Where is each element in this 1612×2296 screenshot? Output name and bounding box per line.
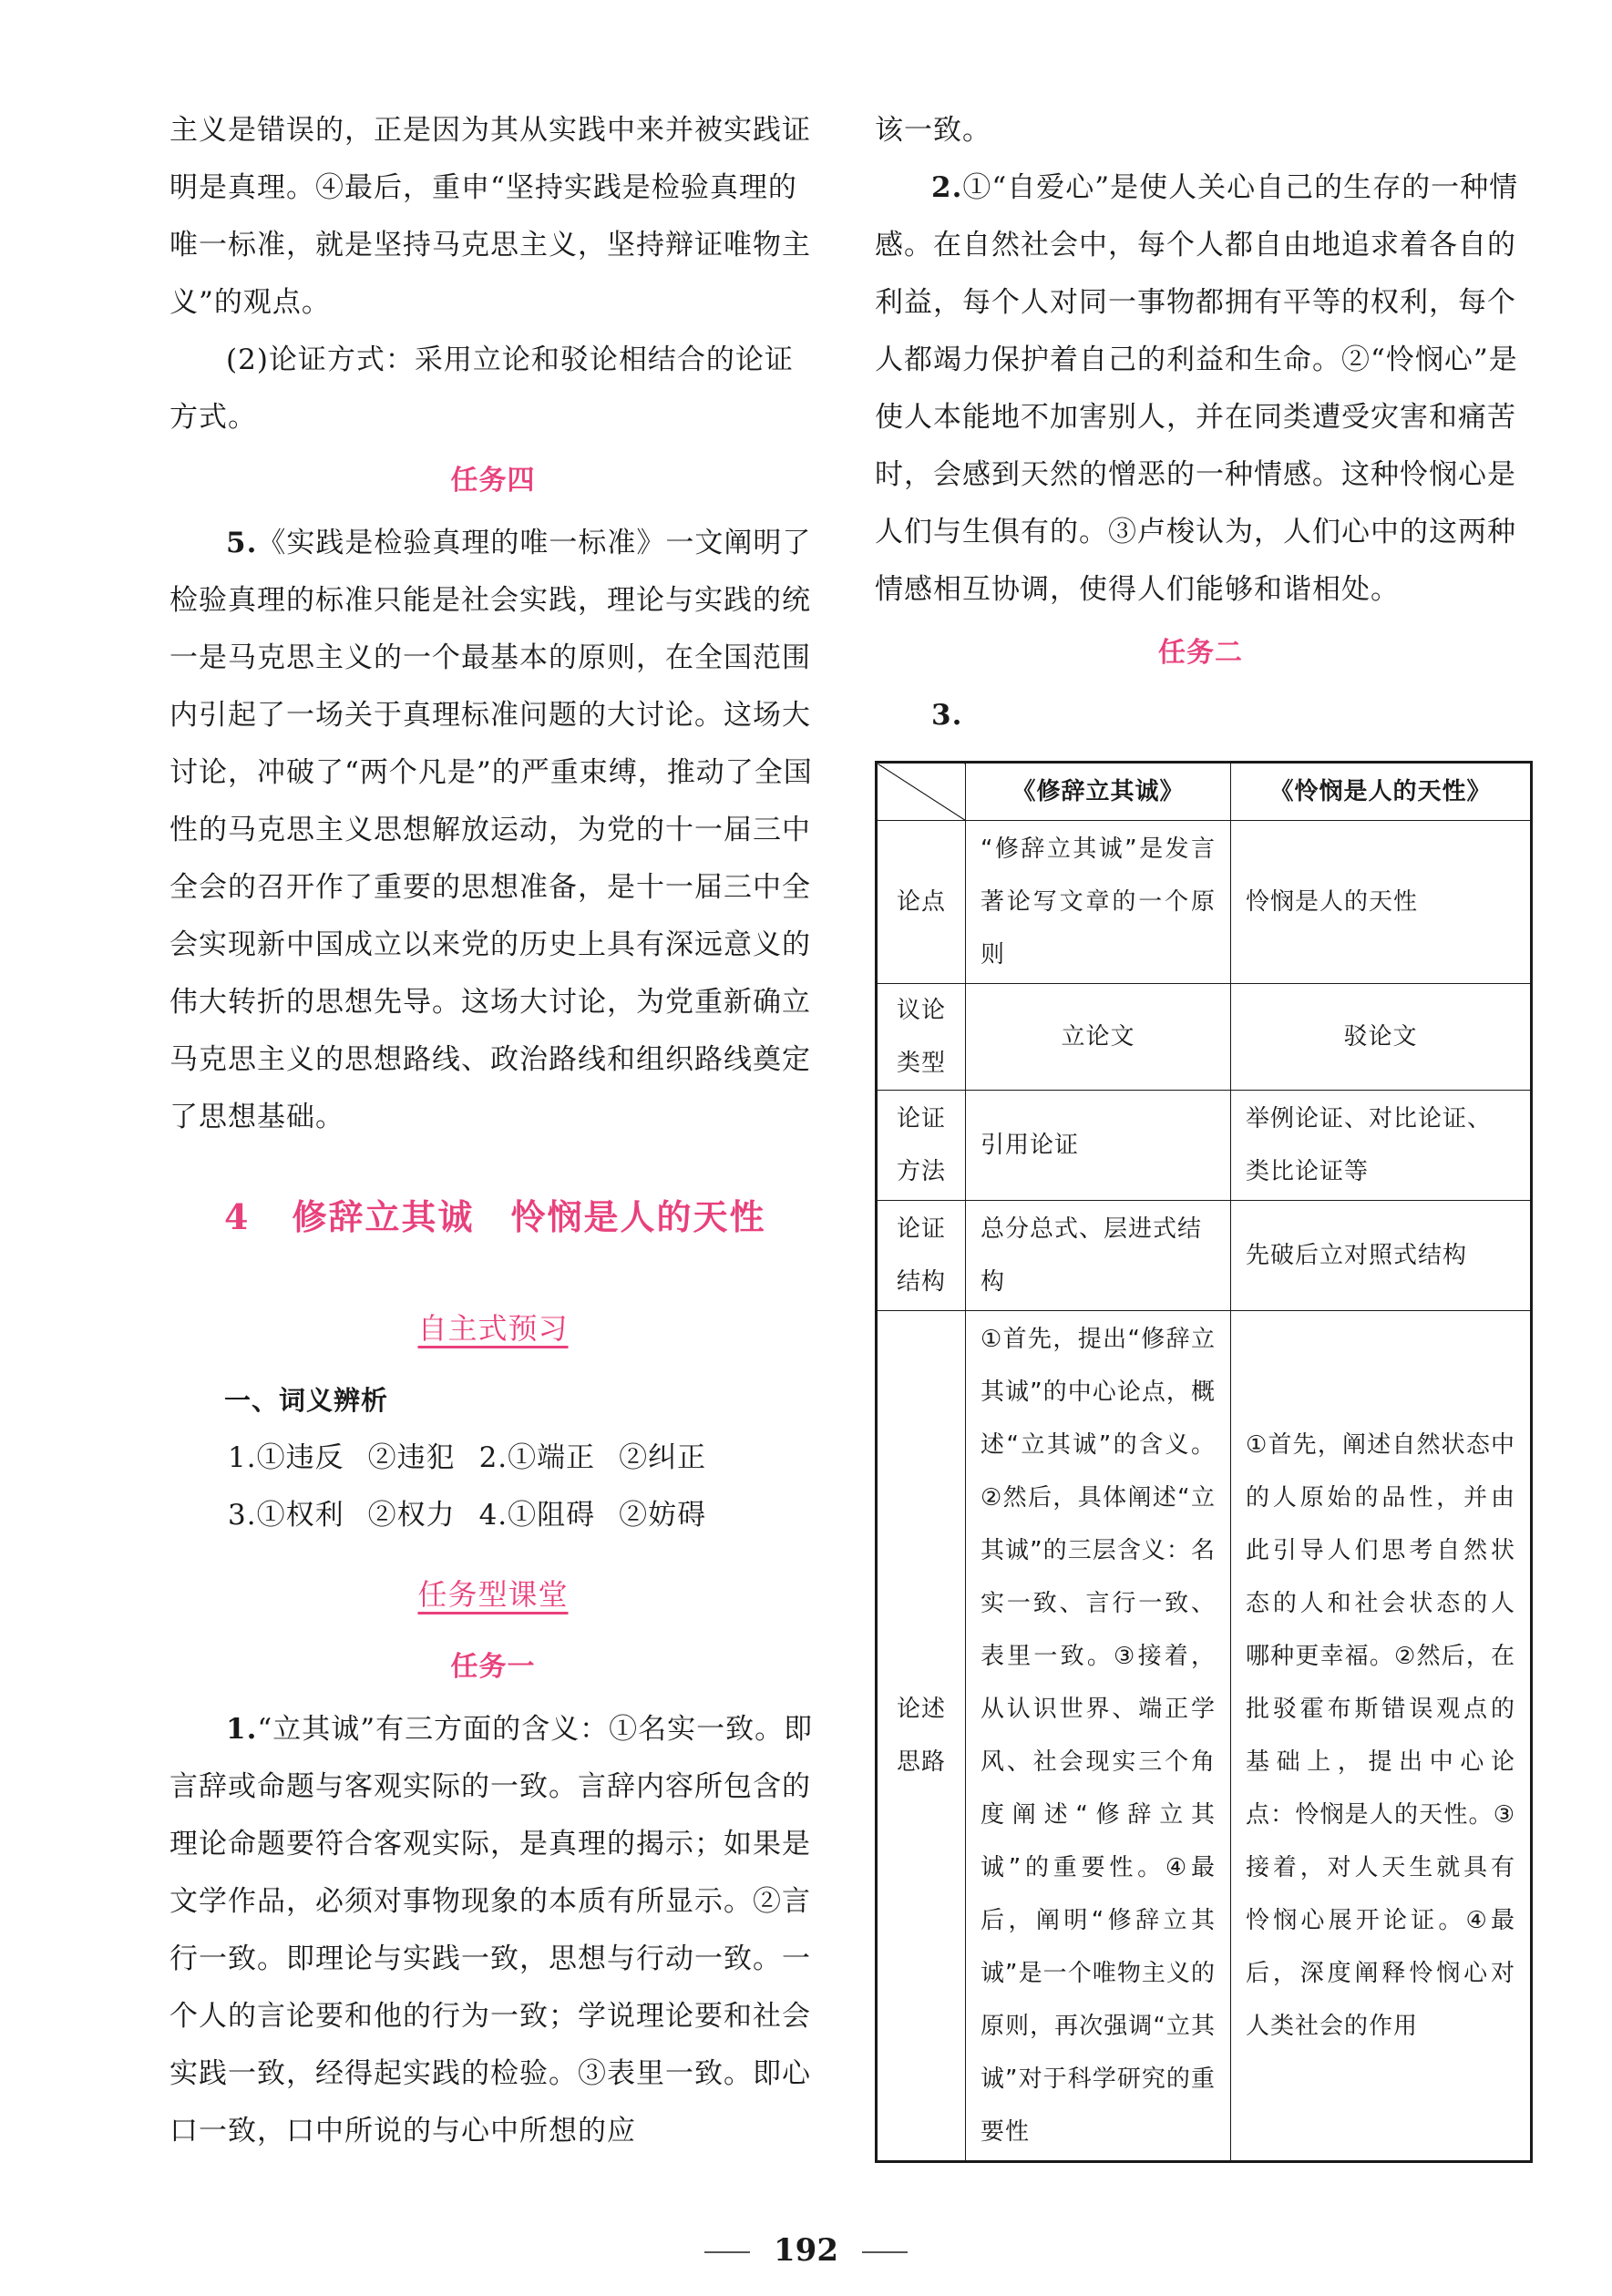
- vocab-item: ②违犯: [367, 1441, 456, 1474]
- question-1-number: 1.: [226, 1713, 258, 1746]
- task-one-heading: 任务一: [450, 1651, 536, 1683]
- section-classroom-heading: 任务型课堂: [417, 1577, 569, 1612]
- question-1: [169, 1701, 816, 2160]
- page-number: [0, 2232, 1612, 2269]
- vocab-row-1: [228, 1430, 816, 1487]
- table-cell: 举例论证、对比论证、类比论证等: [1231, 1091, 1532, 1201]
- table-corner-cell: [877, 763, 966, 821]
- table-row-header: 论点: [877, 821, 966, 984]
- question-5-text: 《实践是检验真理的唯一标准》一文阐明了检验真理的标准只能是社会实践，理论与实践的统一是马克思主义的一个最基本的原则，在全国范围内引起了一场关于真理标准问题的大讨论。这场大讨论，冲破了“两个凡是”的严重束缚，推动了全国性的马克思主义思想解放运动，为党的十一届三中全会的召开作了重要的思想准备，是十一届三中全会实现新中国成立以来党的历史上具有深远意义的伟大转折的思想先导。这场大讨论，为党重新确立马克思主义的思想路线、政治路线和组织路线奠定了思想基础。: [169, 527, 813, 1133]
- section-preview-heading: 自主式预习: [417, 1311, 569, 1346]
- table-cell: “修辞立其诚”是发言著论写文章的一个原则: [966, 821, 1231, 984]
- table-row-header: 议论类型: [877, 984, 966, 1091]
- question-3-label: 3.: [931, 699, 963, 732]
- table-row: [877, 984, 1532, 1091]
- table-row: [877, 1311, 1532, 2162]
- table-cell: ①首先，阐述自然状态中的人原始的品性，并由此引导人们思考自然状态的人和社会状态的人哪种更幸福。②然后，在批驳霍布斯错误观点的基础上，提出中心论点：怜悯是人的天性。③接着，对人天生就具有怜悯心展开论证。④最后，深度阐释怜悯心对人类社会的作用: [1231, 1311, 1532, 2162]
- question-2-text: ①“自爱心”是使人关心自己的生存的一种情感。在自然社会中，每个人都自由地追求着各自的利益，每个人对同一事物都拥有平等的权利，每个人都竭力保护着自己的利益和生命。②“怜悯心”是使人本能地不加害别人，并在同类遭受灾害和痛苦时，会感到天然的憎恶的一种情感。这种怜悯心是人们与生俱有的。③卢梭认为，人们心中的这两种情感相互协调，使得人们能够和谐相处。: [875, 171, 1519, 606]
- comparison-table: [875, 761, 1533, 2163]
- vocab-heading: 一、词义辨析: [224, 1385, 389, 1416]
- vocab-item: 1.①违反: [228, 1441, 344, 1474]
- vocab-item: ②妨碍: [619, 1499, 707, 1532]
- vocab-item: ②权力: [367, 1499, 456, 1532]
- page-number-text: 192: [774, 2232, 838, 2269]
- table-column-header: 《修辞立其诚》: [966, 763, 1231, 821]
- chapter-title-part-b: 怜悯是人的天性: [510, 1196, 766, 1237]
- table-header-row: [877, 763, 1532, 821]
- table-row-header: 论述思路: [877, 1311, 966, 2162]
- question-1-text: “立其诚”有三方面的含义：①名实一致。即言辞或命题与客观实际的一致。言辞内容所包含的理论命题要符合客观实际，是真理的揭示；如果是文学作品，必须对事物现象的本质有所显示。②言行一致。即理论与实践一致，思想与行动一致。一个人的言论要和他的行为一致；学说理论要和社会实践一致，经得起实践的检验。③表里一致。即心口一致，口中所说的与心中所想的应: [169, 1713, 814, 2147]
- chapter-number: 4: [224, 1196, 251, 1237]
- table-cell: 引用论证: [966, 1091, 1231, 1201]
- table-row: [877, 821, 1532, 984]
- question-5: [169, 515, 816, 1146]
- table-row: [877, 1201, 1532, 1311]
- table-column-header: 《怜悯是人的天性》: [1231, 763, 1532, 821]
- table-cell: 总分总式、层进式结构: [966, 1201, 1231, 1311]
- table-cell: 先破后立对照式结构: [1231, 1201, 1532, 1311]
- vocab-item: 4.①阻碍: [478, 1499, 596, 1532]
- vocab-item: 2.①端正: [478, 1441, 596, 1474]
- question-3-number: [875, 687, 1526, 744]
- vocab-item: ②纠正: [619, 1441, 707, 1474]
- table-cell: 怜悯是人的天性: [1231, 821, 1532, 984]
- paragraph-continuation: 主义是错误的，正是因为其从实践中来并被实践证明是真理。④最后，重申“坚持实践是检验真理的唯一标准，就是坚持马克思主义，坚持辩证唯物主义”的观点。: [169, 114, 811, 319]
- paragraph-argument-method: (2)论证方式：采用立论和驳论相结合的论证方式。: [169, 343, 794, 434]
- table-row-header: 论证方法: [877, 1091, 966, 1201]
- task-two-heading: 任务二: [1158, 637, 1243, 669]
- left-column: [169, 102, 816, 2160]
- vocab-item: 3.①权利: [228, 1499, 344, 1532]
- task-four-heading: 任务四: [450, 465, 536, 497]
- question-2-number: 2.: [931, 171, 963, 204]
- vocab-row-2: [228, 1487, 816, 1544]
- table-row: [877, 1091, 1532, 1201]
- table-cell: 立论文: [966, 984, 1231, 1091]
- chapter-title-part-a: 修辞立其诚: [292, 1196, 475, 1237]
- table-cell: 驳论文: [1231, 984, 1532, 1091]
- table-cell: ①首先，提出“修辞立其诚”的中心论点，概述“立其诚”的含义。②然后，具体阐述“立其诚”的三层含义：名实一致、言行一致、表里一致。③接着，从认识世界、端正学风、社会现实三个角度阐述“修辞立其诚”的重要性。④最后，阐明“修辞立其诚”是一个唯物主义的原则，再次强调“立其诚”对于科学研究的重要性: [966, 1311, 1231, 2162]
- question-5-number: 5.: [226, 527, 258, 559]
- right-column: [875, 102, 1526, 2163]
- question-2: [875, 159, 1526, 619]
- paragraph-continuation-right: 该一致。: [875, 114, 991, 147]
- table-row-header: 论证结构: [877, 1201, 966, 1311]
- chapter-title: [169, 1188, 816, 1245]
